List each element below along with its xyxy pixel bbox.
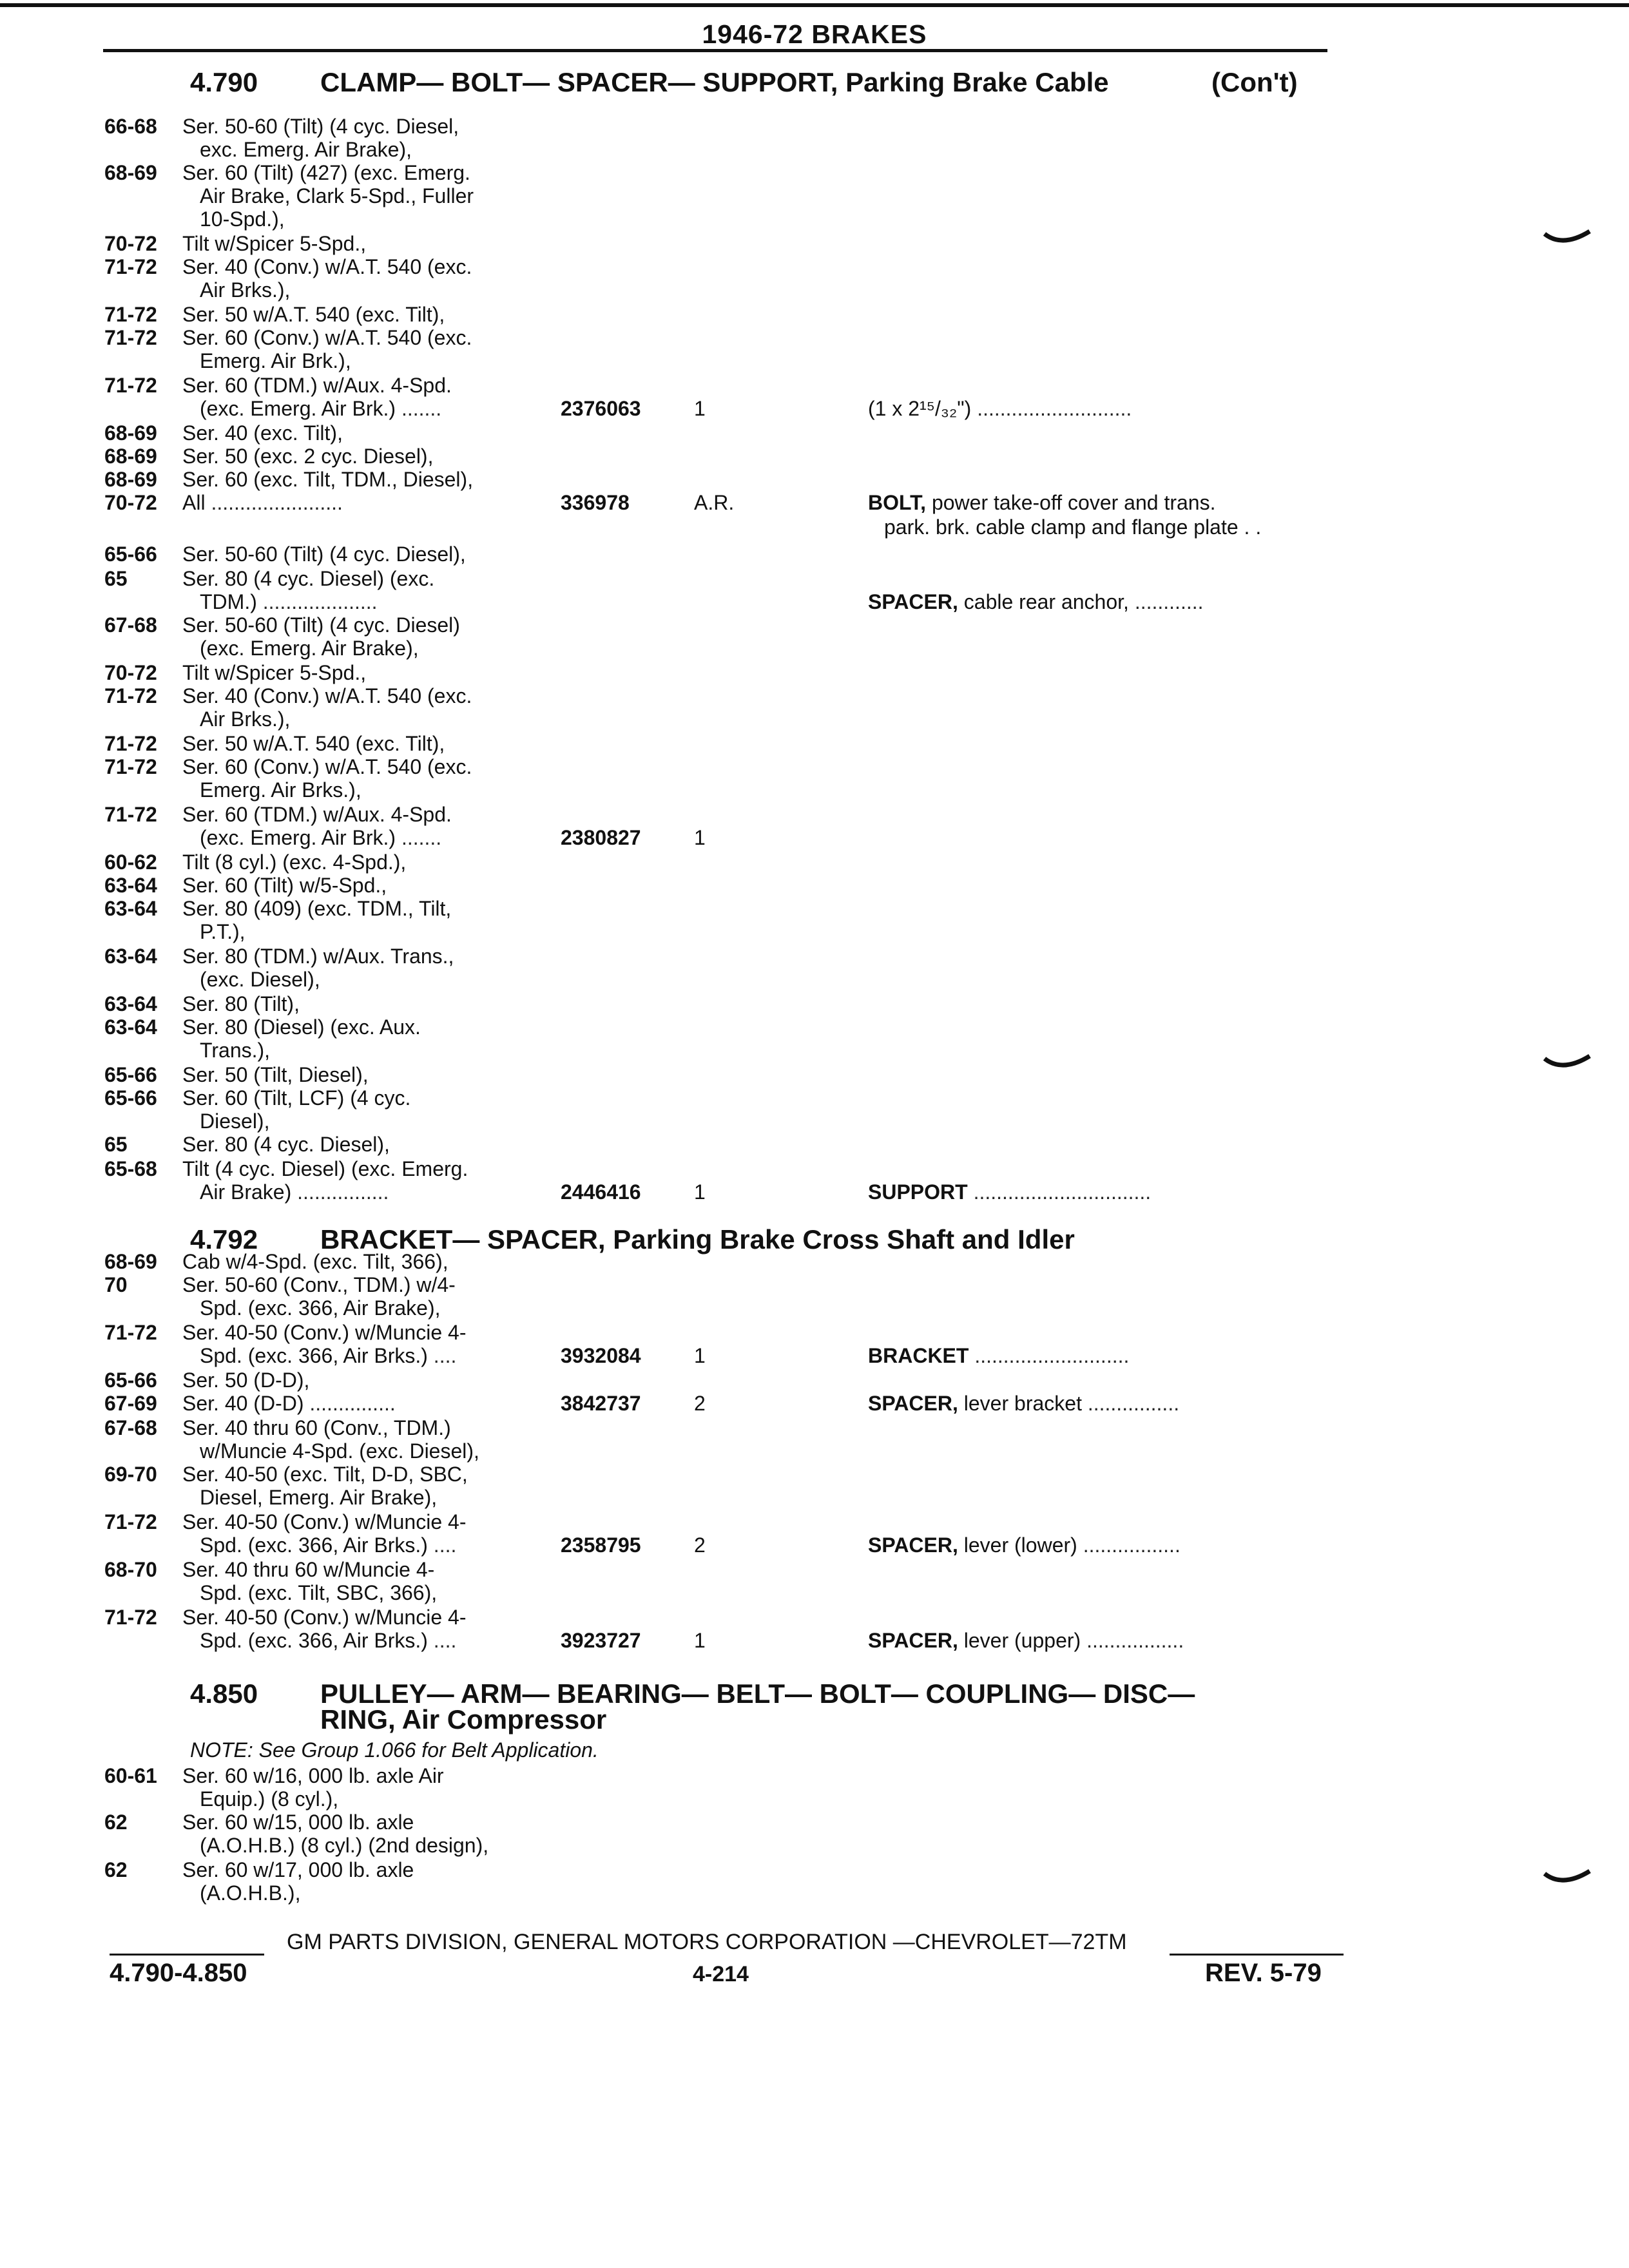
model-year: 63-64 <box>104 945 157 968</box>
footer-page-number: 4-214 <box>693 1962 749 1986</box>
part-description <box>868 590 1204 614</box>
table-row <box>0 161 1629 186</box>
model-year: 67-68 <box>104 613 157 637</box>
part-name: SPACER, <box>868 1629 958 1652</box>
application-desc: Ser. 40 thru 60 (Conv., TDM.) <box>182 1416 451 1439</box>
application-desc: Ser. 40-50 (Conv.) w/Muncie 4- <box>182 1510 467 1533</box>
table-row <box>0 1558 1629 1582</box>
part-number: 3923727 <box>561 1629 641 1652</box>
application-desc: Trans.), <box>200 1039 271 1062</box>
footer-corporation: GM PARTS DIVISION, GENERAL MOTORS CORPORATION —CHEVROLET—72TM <box>287 1930 1127 1954</box>
part-detail: (1 x 2¹⁵/₃₂") <box>868 397 972 420</box>
table-row <box>0 613 1629 638</box>
table-row <box>0 445 1629 469</box>
application-desc: Air Brake, Clark 5-Spd., Fuller <box>200 184 474 207</box>
table-row <box>0 1273 1629 1298</box>
table-row <box>0 1764 1629 1789</box>
model-year: 65-66 <box>104 1063 157 1086</box>
table-row <box>0 1787 1629 1812</box>
application-desc: Equip.) (8 cyl.), <box>200 1787 339 1811</box>
table-row <box>0 303 1629 327</box>
part-number: 3932084 <box>561 1344 641 1367</box>
application-desc: Ser. 80 (Diesel) (exc. Aux. <box>182 1015 421 1039</box>
model-year: 71-72 <box>104 326 157 349</box>
leader-dots: ................. <box>1083 1533 1181 1557</box>
application-desc: Emerg. Air Brks.), <box>200 778 361 802</box>
model-year: 68-69 <box>104 445 157 468</box>
model-year: 68-69 <box>104 468 157 491</box>
application-desc: (exc. Diesel), <box>200 968 320 991</box>
table-row <box>0 1811 1629 1835</box>
part-detail: power take-off cover and trans. <box>926 491 1216 514</box>
table-row <box>0 1510 1629 1535</box>
section-title: BRACKET— SPACER, Parking Brake Cross Shaft and Idler <box>320 1224 1075 1254</box>
margin-tick-mark <box>1543 229 1592 248</box>
application-desc: Ser. 60 w/15, 000 lb. axle <box>182 1811 414 1834</box>
application-desc: Ser. 60 (Tilt) w/5-Spd., <box>182 874 387 897</box>
table-row <box>0 1858 1629 1883</box>
table-row <box>0 515 1629 540</box>
model-year: 68-69 <box>104 421 157 445</box>
model-year: 70-72 <box>104 491 157 514</box>
model-year: 66-68 <box>104 115 157 138</box>
application-desc: Air Brake) ................ <box>200 1180 389 1204</box>
table-row <box>0 661 1629 686</box>
part-name: SPACER, <box>868 1392 958 1415</box>
application-desc: 10-Spd.), <box>200 207 285 231</box>
model-year: 70-72 <box>104 232 157 255</box>
application-desc: Ser. 80 (4 cyc. Diesel) (exc. <box>182 567 435 590</box>
footer-rule-left <box>110 1954 264 1956</box>
application-desc: Ser. 40-50 (exc. Tilt, D-D, SBC, <box>182 1463 468 1486</box>
quantity: 2 <box>694 1392 706 1415</box>
table-row <box>0 1629 1629 1653</box>
part-description <box>868 1180 1151 1204</box>
part-description <box>868 1392 1179 1416</box>
model-year: 63-64 <box>104 1015 157 1039</box>
application-desc: Spd. (exc. Tilt, SBC, 366), <box>200 1581 438 1604</box>
part-name: SPACER, <box>868 590 958 613</box>
application-desc: Ser. 40 thru 60 w/Muncie 4- <box>182 1558 435 1581</box>
margin-tick-mark <box>1543 1053 1592 1073</box>
part-description <box>868 397 1132 421</box>
part-description <box>868 1533 1181 1557</box>
model-year: 70 <box>104 1273 128 1296</box>
application-desc: Cab w/4-Spd. (exc. Tilt, 366), <box>182 1250 448 1273</box>
part-detail: lever (upper) <box>958 1629 1081 1652</box>
application-desc: Tilt w/Spicer 5-Spd., <box>182 232 367 255</box>
application-desc: P.T.), <box>200 920 246 943</box>
model-year: 63-64 <box>104 992 157 1015</box>
top-border-rule <box>0 3 1629 7</box>
table-row <box>0 874 1629 898</box>
application-desc: Ser. 40 (Conv.) w/A.T. 540 (exc. <box>182 255 472 278</box>
model-year: 60-61 <box>104 1764 157 1787</box>
application-desc: Ser. 80 (4 cyc. Diesel), <box>182 1133 390 1156</box>
application-desc: Ser. 40-50 (Conv.) w/Muncie 4- <box>182 1606 467 1629</box>
application-desc: Ser. 40 (exc. Tilt), <box>182 421 343 445</box>
table-row <box>0 968 1629 992</box>
quantity: 1 <box>694 1629 706 1652</box>
model-year: 71-72 <box>104 303 157 326</box>
model-year: 65 <box>104 1133 128 1156</box>
application-desc: Ser. 60 w/16, 000 lb. axle Air <box>182 1764 444 1787</box>
table-row <box>0 1157 1629 1182</box>
page-title: 1946-72 BRAKES <box>702 19 927 49</box>
model-year: 71-72 <box>104 1606 157 1629</box>
table-row <box>0 207 1629 232</box>
application-desc: Spd. (exc. 366, Air Brks.) .... <box>200 1533 457 1557</box>
model-year: 71-72 <box>104 1321 157 1344</box>
application-desc: Tilt w/Spicer 5-Spd., <box>182 661 367 684</box>
model-year: 65-66 <box>104 1369 157 1392</box>
application-desc: Ser. 50 (D-D), <box>182 1369 310 1392</box>
table-row <box>0 590 1629 615</box>
part-detail: lever bracket <box>958 1392 1082 1415</box>
model-year: 65-66 <box>104 543 157 566</box>
model-year: 71-72 <box>104 803 157 826</box>
application-desc: Diesel), <box>200 1110 270 1133</box>
part-detail: lever (lower) <box>958 1533 1077 1557</box>
table-row <box>0 1416 1629 1441</box>
table-row <box>0 732 1629 756</box>
application-desc: Ser. 60 (TDM.) w/Aux. 4-Spd. <box>182 803 452 826</box>
table-row <box>0 755 1629 780</box>
model-year: 65-68 <box>104 1157 157 1180</box>
application-desc: Tilt (8 cyl.) (exc. 4-Spd.), <box>182 850 407 874</box>
leader-dots: ............... <box>309 1392 396 1415</box>
table-row <box>0 421 1629 446</box>
table-row <box>0 1015 1629 1040</box>
table-row <box>0 1486 1629 1510</box>
model-year: 68-69 <box>104 161 157 184</box>
quantity: A.R. <box>694 491 735 514</box>
part-name: BRACKET <box>868 1344 969 1367</box>
model-year: 60-62 <box>104 850 157 874</box>
part-number: 2446416 <box>561 1180 641 1204</box>
table-row <box>0 138 1629 162</box>
application-desc: (exc. Emerg. Air Brk.) ....... <box>200 826 442 849</box>
part-description-cont: park. brk. cable clamp and flange plate . . <box>884 515 1262 539</box>
quantity: 1 <box>694 1344 706 1367</box>
model-year: 71-72 <box>104 732 157 755</box>
table-row <box>0 1392 1629 1416</box>
application-desc: w/Muncie 4-Spd. (exc. Diesel), <box>200 1439 479 1463</box>
application-desc: Spd. (exc. 366, Air Brks.) .... <box>200 1344 457 1367</box>
application-desc: TDM.) .................... <box>200 590 378 613</box>
model-year: 62 <box>104 1811 128 1834</box>
model-year: 67-68 <box>104 1416 157 1439</box>
table-row <box>0 115 1629 139</box>
application-desc: exc. Emerg. Air Brake), <box>200 138 412 161</box>
table-row <box>0 1881 1629 1906</box>
part-detail: cable rear anchor, <box>958 590 1129 613</box>
table-row <box>0 1110 1629 1134</box>
table-row <box>0 803 1629 827</box>
application-desc: Ser. 40 (D-D) ............... <box>182 1392 396 1415</box>
leader-dots: .... <box>433 1533 457 1557</box>
leader-dots: .... <box>433 1344 457 1367</box>
quantity: 1 <box>694 826 706 849</box>
table-row <box>0 543 1629 567</box>
table-row <box>0 684 1629 709</box>
table-row <box>0 1063 1629 1088</box>
part-number: 336978 <box>561 491 630 514</box>
application-desc: Emerg. Air Brk.), <box>200 349 351 372</box>
table-row <box>0 1039 1629 1063</box>
application-desc: Ser. 60 (Tilt) (427) (exc. Emerg. <box>182 161 470 184</box>
table-row <box>0 468 1629 492</box>
table-row <box>0 1606 1629 1630</box>
table-row <box>0 349 1629 374</box>
application-desc: Ser. 50-60 (Conv., TDM.) w/4- <box>182 1273 456 1296</box>
footer-revision: REV. 5-79 <box>1205 1959 1322 1987</box>
application-desc: Ser. 80 (Tilt), <box>182 992 300 1015</box>
table-row <box>0 232 1629 256</box>
part-description <box>868 491 1215 515</box>
table-row <box>0 374 1629 398</box>
application-desc: Ser. 50 (Tilt, Diesel), <box>182 1063 369 1086</box>
section-title-line2: RING, Air Compressor <box>320 1704 607 1735</box>
part-number: 2380827 <box>561 826 641 849</box>
leader-dots: ............................... <box>973 1180 1152 1204</box>
application-desc: (A.O.H.B.) (8 cyl.) (2nd design), <box>200 1834 489 1857</box>
application-desc: (A.O.H.B.), <box>200 1881 301 1905</box>
table-row <box>0 397 1629 421</box>
model-year: 71-72 <box>104 684 157 707</box>
application-desc: (exc. Emerg. Air Brk.) ....... <box>200 397 442 420</box>
table-row <box>0 184 1629 209</box>
model-year: 65-66 <box>104 1086 157 1110</box>
table-row <box>0 1086 1629 1111</box>
table-row <box>0 1581 1629 1606</box>
model-year: 71-72 <box>104 1510 157 1533</box>
model-year: 71-72 <box>104 255 157 278</box>
application-desc: Ser. 50 (exc. 2 cyc. Diesel), <box>182 445 434 468</box>
model-year: 62 <box>104 1858 128 1881</box>
application-desc: All ....................... <box>182 491 343 514</box>
model-year: 63-64 <box>104 897 157 920</box>
application-desc: (exc. Emerg. Air Brake), <box>200 637 419 660</box>
table-row <box>0 945 1629 969</box>
application-desc: Air Brks.), <box>200 707 291 731</box>
section-continued: (Con't) <box>1211 67 1298 97</box>
table-row <box>0 326 1629 351</box>
quantity: 1 <box>694 397 706 420</box>
table-row <box>0 707 1629 732</box>
part-number: 3842737 <box>561 1392 641 1415</box>
application-desc: Ser. 60 w/17, 000 lb. axle <box>182 1858 414 1881</box>
table-row <box>0 1180 1629 1205</box>
table-row <box>0 920 1629 945</box>
model-year: 65 <box>104 567 128 590</box>
table-row <box>0 1133 1629 1157</box>
leader-dots: ....... <box>401 397 442 420</box>
table-row <box>0 826 1629 850</box>
table-row <box>0 850 1629 875</box>
table-row <box>0 1533 1629 1558</box>
application-desc: Air Brks.), <box>200 278 291 302</box>
leader-dots: ........................... <box>974 1344 1130 1367</box>
part-name: SUPPORT <box>868 1180 968 1204</box>
section-number: 4.792 <box>190 1224 258 1254</box>
model-year: 70-72 <box>104 661 157 684</box>
part-number: 2358795 <box>561 1533 641 1557</box>
table-row <box>0 778 1629 803</box>
application-desc: Ser. 50-60 (Tilt) (4 cyc. Diesel), <box>182 543 466 566</box>
part-description <box>868 1629 1184 1653</box>
quantity: 2 <box>694 1533 706 1557</box>
part-name: SPACER, <box>868 1533 958 1557</box>
model-year: 71-72 <box>104 374 157 397</box>
part-number: 2376063 <box>561 397 641 420</box>
section-number: 4.790 <box>190 67 258 97</box>
table-row <box>0 1463 1629 1487</box>
application-desc: Spd. (exc. 366, Air Brks.) .... <box>200 1629 457 1652</box>
part-detail <box>969 1344 974 1367</box>
application-desc: Ser. 60 (Conv.) w/A.T. 540 (exc. <box>182 755 472 778</box>
leader-dots: ............ <box>1134 590 1204 613</box>
table-row <box>0 1321 1629 1345</box>
model-year: 68-70 <box>104 1558 157 1581</box>
table-row <box>0 1250 1629 1274</box>
application-desc: Ser. 50-60 (Tilt) (4 cyc. Diesel, <box>182 115 459 138</box>
application-desc: Ser. 40 (Conv.) w/A.T. 540 (exc. <box>182 684 472 707</box>
table-row <box>0 1439 1629 1464</box>
model-year: 68-69 <box>104 1250 157 1273</box>
section-title: CLAMP— BOLT— SPACER— SUPPORT, Parking Brake Cable <box>320 67 1109 97</box>
application-desc: Tilt (4 cyc. Diesel) (exc. Emerg. <box>182 1157 468 1180</box>
leader-dots: ........................... <box>977 397 1132 420</box>
application-desc: Ser. 60 (TDM.) w/Aux. 4-Spd. <box>182 374 452 397</box>
application-desc: Ser. 60 (Tilt, LCF) (4 cyc. <box>182 1086 411 1110</box>
table-row <box>0 992 1629 1017</box>
title-underline <box>103 49 1327 52</box>
model-year: 71-72 <box>104 755 157 778</box>
application-desc: Ser. 80 (409) (exc. TDM., Tilt, <box>182 897 452 920</box>
footer-rule-right <box>1170 1954 1344 1956</box>
quantity: 1 <box>694 1180 706 1204</box>
application-desc: Ser. 60 (Conv.) w/A.T. 540 (exc. <box>182 326 472 349</box>
model-year: 63-64 <box>104 874 157 897</box>
section-title-line1: PULLEY— ARM— BEARING— BELT— BOLT— COUPLING— DISC— <box>320 1678 1195 1709</box>
table-row <box>0 897 1629 921</box>
leader-dots: .... <box>433 1629 457 1652</box>
leader-dots: ....... <box>401 826 442 849</box>
table-row <box>0 491 1629 515</box>
table-row <box>0 1344 1629 1369</box>
table-row <box>0 567 1629 591</box>
belt-note: NOTE: See Group 1.066 for Belt Application. <box>190 1738 599 1762</box>
application-desc: Ser. 60 (exc. Tilt, TDM., Diesel), <box>182 468 474 491</box>
section-number: 4.850 <box>190 1678 258 1709</box>
leader-dots: ................. <box>1086 1629 1184 1652</box>
table-row <box>0 278 1629 303</box>
leader-dots: ................ <box>297 1180 389 1204</box>
application-desc: Ser. 40-50 (Conv.) w/Muncie 4- <box>182 1321 467 1344</box>
model-year: 67-69 <box>104 1392 157 1415</box>
leader-dots: ....................... <box>211 491 343 514</box>
table-row <box>0 1834 1629 1858</box>
application-desc: Spd. (exc. 366, Air Brake), <box>200 1296 441 1320</box>
application-desc: Ser. 50 w/A.T. 540 (exc. Tilt), <box>182 303 445 326</box>
footer-section-range: 4.790-4.850 <box>110 1959 247 1987</box>
leader-dots: .................... <box>262 590 378 613</box>
part-description <box>868 1344 1129 1368</box>
application-desc: Ser. 80 (TDM.) w/Aux. Trans., <box>182 945 454 968</box>
part-detail <box>968 1180 974 1204</box>
application-desc: Ser. 50 w/A.T. 540 (exc. Tilt), <box>182 732 445 755</box>
table-row <box>0 1369 1629 1393</box>
margin-tick-mark <box>1543 1869 1592 1888</box>
part-name: BOLT, <box>868 491 927 514</box>
application-desc: Ser. 50-60 (Tilt) (4 cyc. Diesel) <box>182 613 460 637</box>
table-row <box>0 1296 1629 1321</box>
table-row <box>0 637 1629 661</box>
model-year: 69-70 <box>104 1463 157 1486</box>
leader-dots: ................ <box>1087 1392 1180 1415</box>
table-row <box>0 255 1629 280</box>
application-desc: Diesel, Emerg. Air Brake), <box>200 1486 438 1509</box>
